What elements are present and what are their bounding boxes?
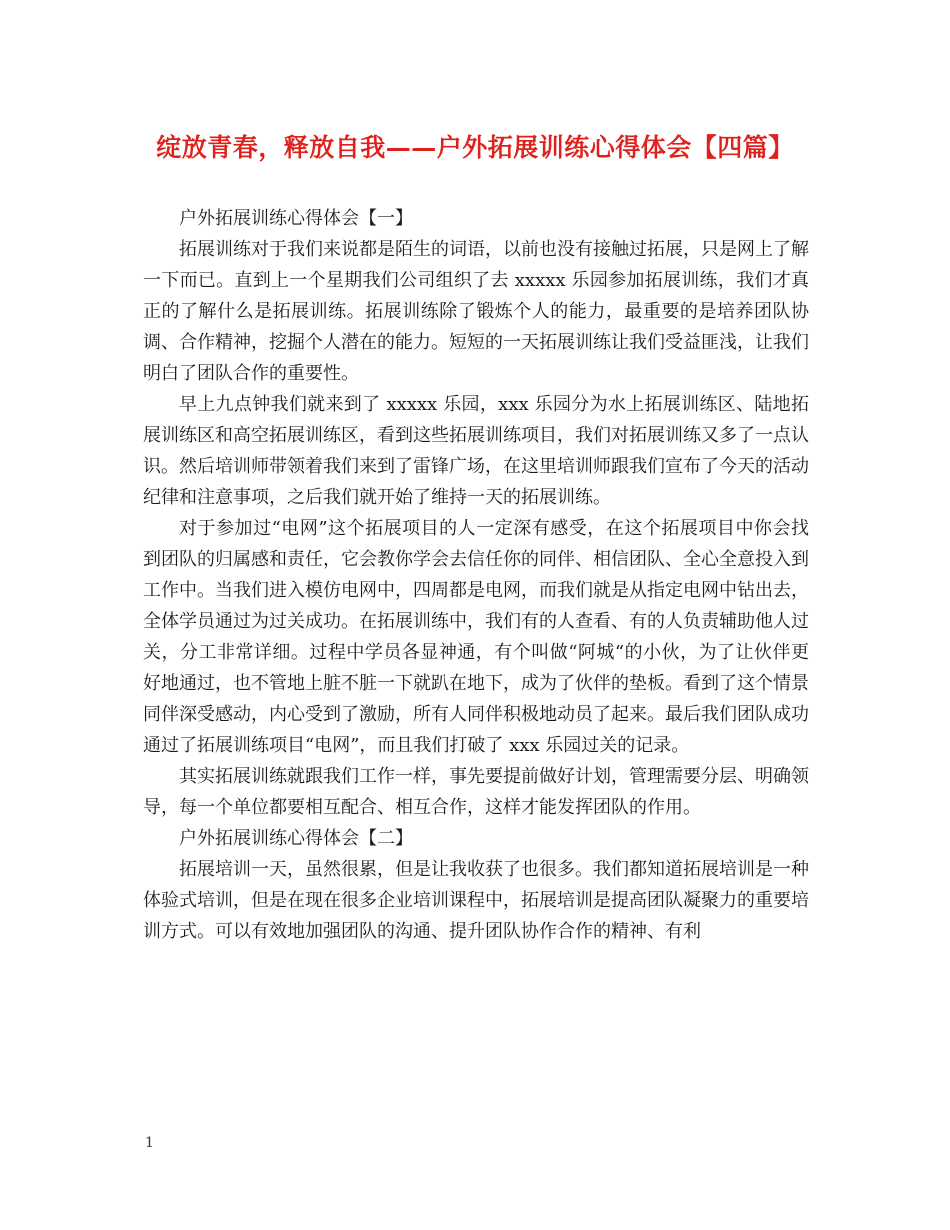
page-number: 1 bbox=[145, 1135, 154, 1151]
document-title: 绽放青春，释放自我——户外拓展训练心得体会【四篇】 bbox=[156, 133, 794, 162]
paragraph-2: 早上九点钟我们就来到了 xxxxx 乐园，xxx 乐园分为水上拓展训练区、陆地拓展训练区和高空拓展训练区，看到这些拓展训练项目，我们对拓展训练又多了一点认识。然后培训师带领着我们来到了雷锋广场，在这里培训师跟我们宣布了今天的活动纪律和注意事项，之后我们就开始了维持一天的拓展训练。 bbox=[143, 394, 809, 508]
document-body bbox=[143, 203, 809, 947]
paragraph-3: 对于参加过“电网”这个拓展项目的人一定深有感受，在这个拓展项目中你会找到团队的归属感和责任，它会教你学会去信任你的同伴、相信团队、全心全意投入到工作中。当我们进入模仿电网中，四周都是电网，而我们就是从指定电网中钻出去，全体学员通过为过关成功。在拓展训练中，我们有的人查看、有的人负责辅助他人过关，分工非常详细。过程中学员各显神通，有个叫做“阿城“的小伙，为了让伙伴更好地通过，也不管地上脏不脏一下就趴在地下，成为了伙伴的垫板。看到了这个情景同伴深受感动，内心受到了激励，所有人同伴积极地动员了起来。最后我们团队成功通过了拓展训练项目“电网”，而且我们打破了 xxx 乐园过关的记录。 bbox=[143, 518, 809, 756]
section-heading-2: 户外拓展训练心得体会【二】 bbox=[179, 828, 413, 849]
section-heading-1: 户外拓展训练心得体会【一】 bbox=[179, 208, 413, 229]
paragraph-5: 拓展培训一天，虽然很累，但是让我收获了也很多。我们都知道拓展培训是一种体验式培训，但是在现在很多企业培训课程中，拓展培训是提高团队凝聚力的重要培训方式。可以有效地加强团队的沟通、提升团队协作合作的精神、有利 bbox=[143, 859, 809, 942]
paragraph-4: 其实拓展训练就跟我们工作一样，事先要提前做好计划，管理需要分层、明确领导，每一个单位都要相互配合、相互合作，这样才能发挥团队的作用。 bbox=[143, 766, 809, 818]
paragraph-1: 拓展训练对于我们来说都是陌生的词语，以前也没有接触过拓展，只是网上了解一下而已。直到上一个星期我们公司组织了去 xxxxx 乐园参加拓展训练，我们才真正的了解什么是拓展训练。拓展训练除了锻炼个人的能力，最重要的是培养团队协调、合作精神，挖掘个人潜在的能力。短短的一天拓展训练让我们受益匪浅，让我们明白了团队合作的重要性。 bbox=[143, 239, 809, 384]
